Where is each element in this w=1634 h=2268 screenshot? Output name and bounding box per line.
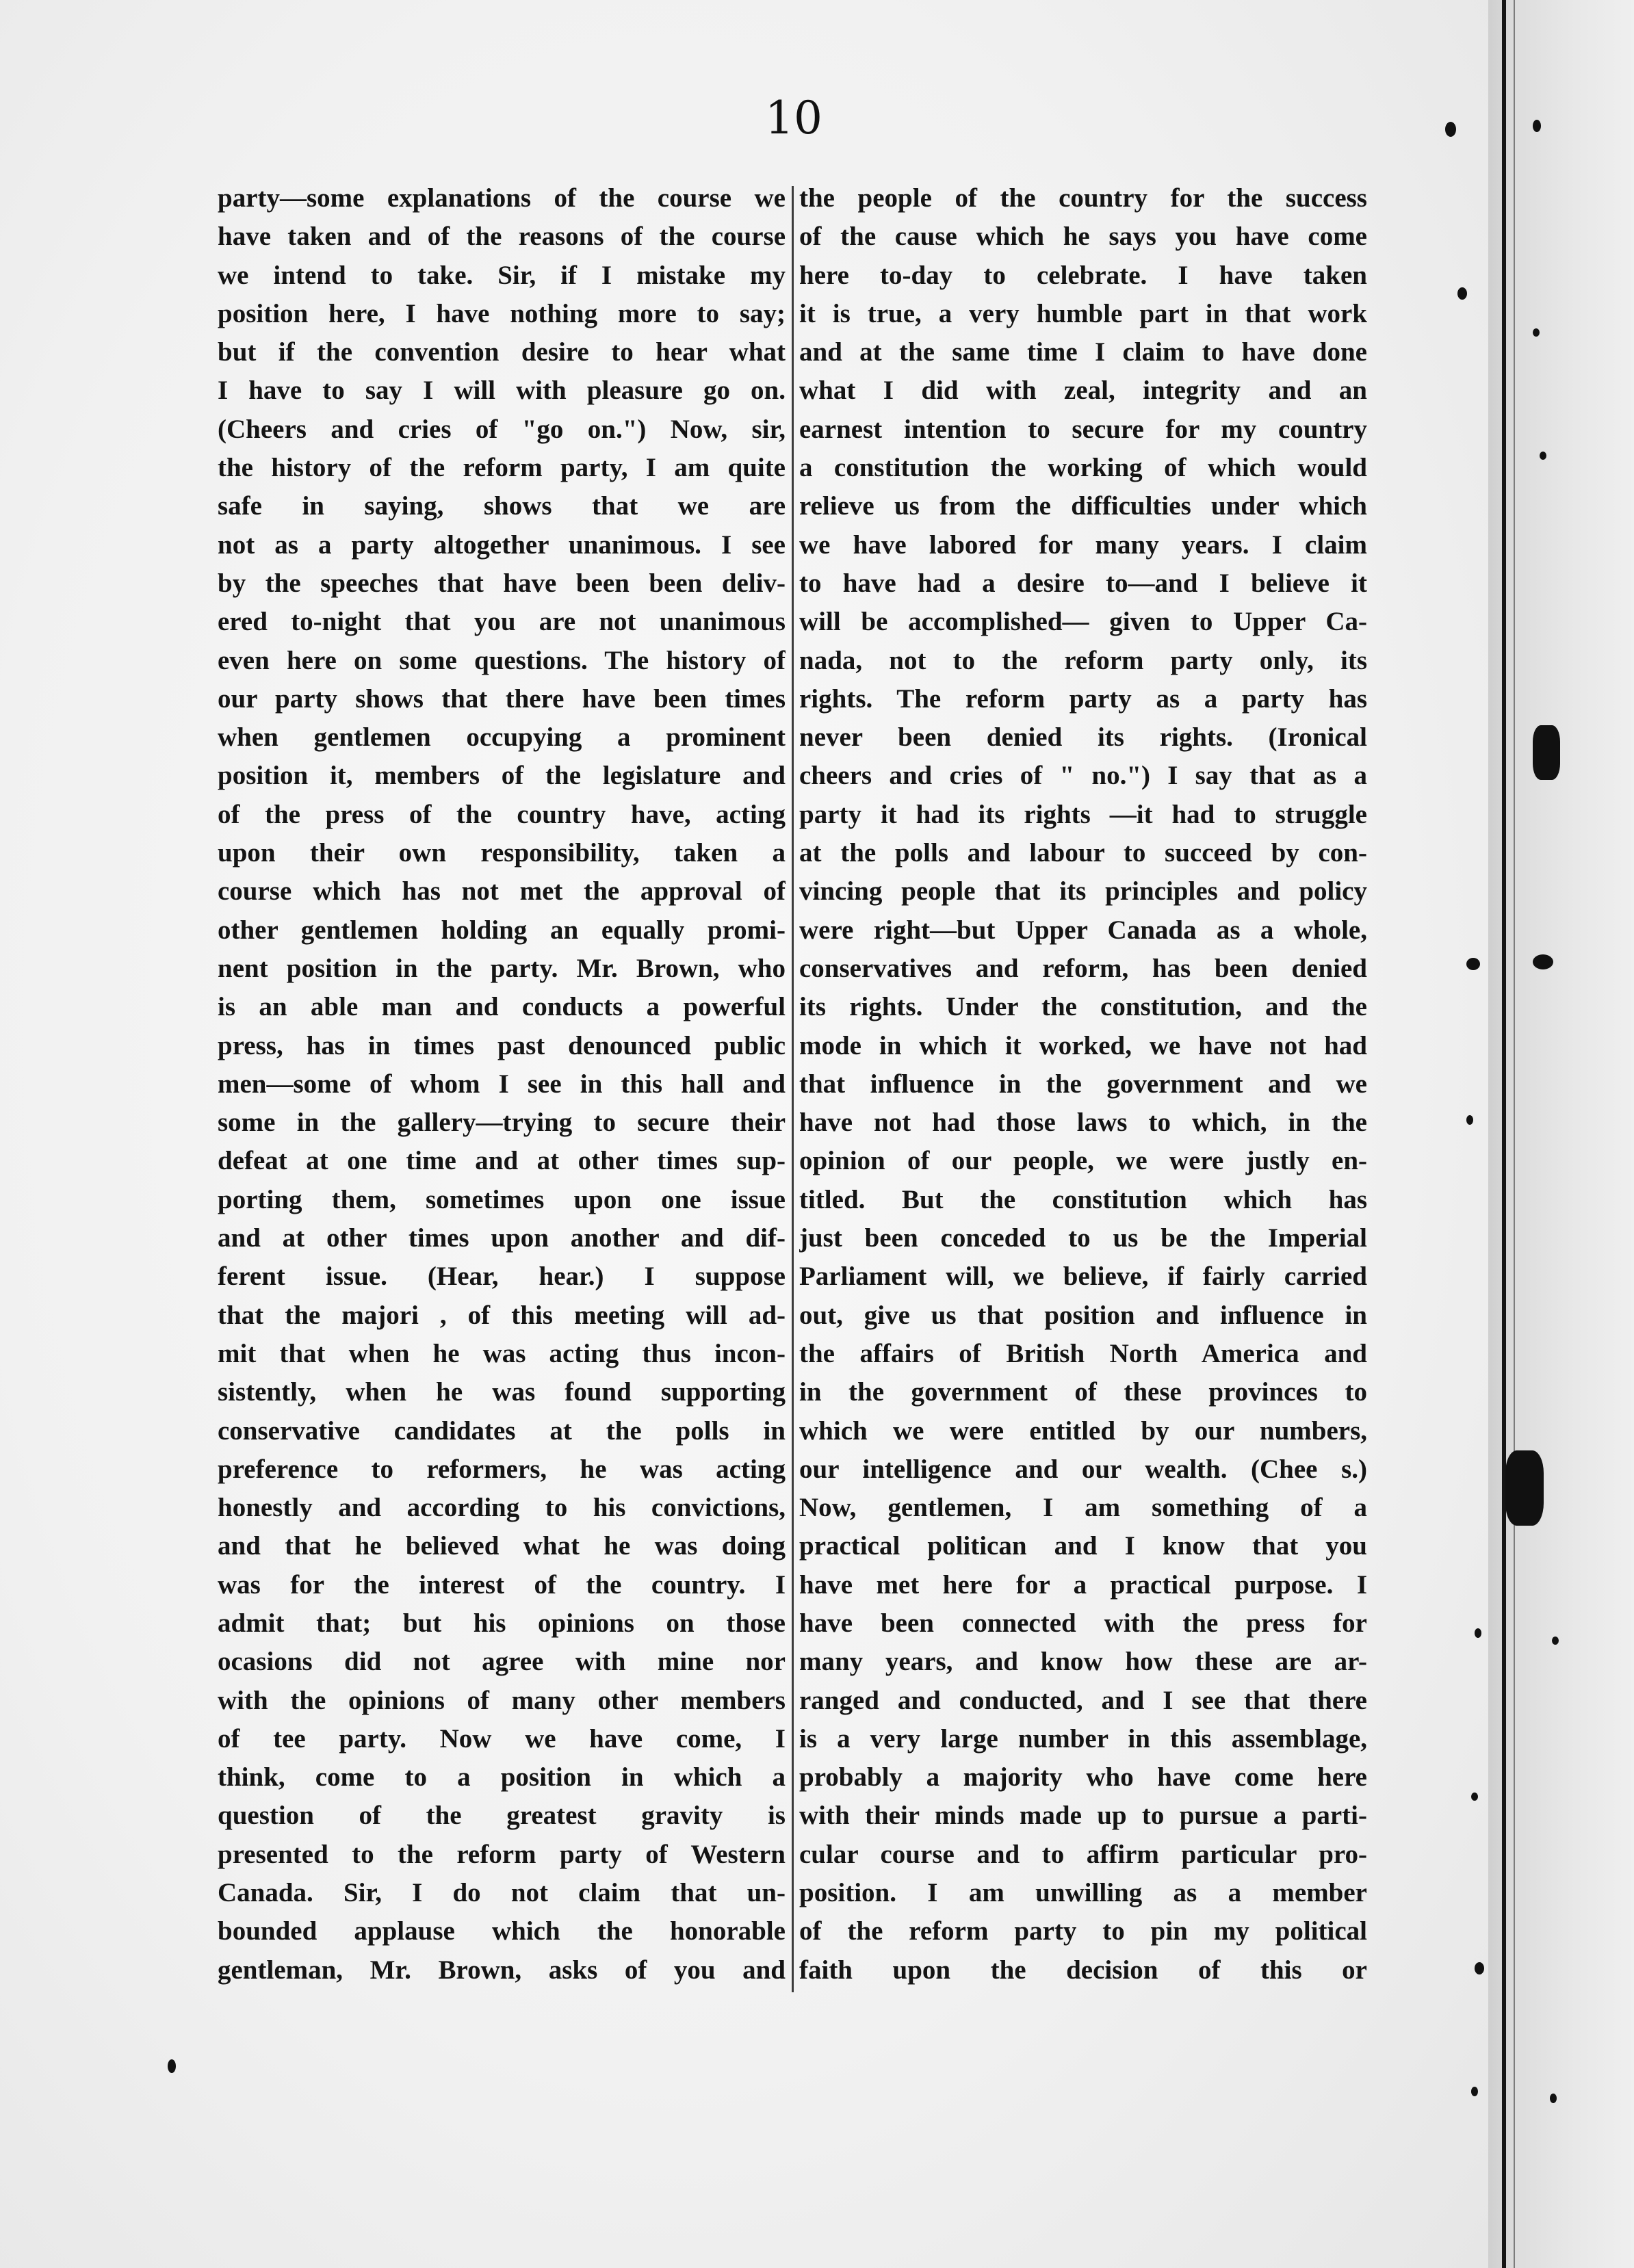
text-line: the history of the reform party, I am quite <box>218 453 786 483</box>
text-line: we have labored for many years. I claim <box>799 530 1367 560</box>
binding-fold-line <box>1502 0 1506 2268</box>
text-line: position. I am unwilling as a member <box>799 1878 1367 1908</box>
text-line: and that he believed what he was doing <box>218 1531 786 1561</box>
text-line: we intend to take. Sir, if I mistake my <box>218 260 786 290</box>
text-line: other gentlemen holding an equally promi- <box>218 915 786 945</box>
text-line: conservatives and reform, has been denied <box>799 953 1367 983</box>
text-line: with their minds made up to pursue a parti- <box>799 1801 1367 1831</box>
text-line: gentleman, Mr. Brown, asks of you and <box>218 1955 786 1985</box>
text-line: and at the same time I claim to have done <box>799 337 1367 367</box>
scan-speck <box>1533 328 1540 337</box>
text-line: is an able man and conducts a powerful <box>218 992 786 1022</box>
text-line: titled. But the constitution which has <box>799 1184 1367 1214</box>
scan-speck <box>1466 1115 1473 1125</box>
text-line: preference to reformers, he was acting <box>218 1454 786 1484</box>
text-line: our intelligence and our wealth. (Chee s.) <box>799 1454 1367 1484</box>
text-line: position here, I have nothing more to say; <box>218 298 786 328</box>
text-line: ered to-night that you are not unanimous <box>218 607 786 637</box>
text-line: porting them, sometimes upon one issue <box>218 1184 786 1214</box>
text-line: our party shows that there have been times <box>218 683 786 714</box>
text-line: but if the convention desire to hear what <box>218 337 786 367</box>
text-line: upon their own responsibility, taken a <box>218 838 786 868</box>
text-line: when gentlemen occupying a prominent <box>218 722 786 753</box>
scan-speck <box>1471 1793 1478 1801</box>
text-line: cheers and cries of " no.") I say that as a <box>799 761 1367 791</box>
text-line: by the speeches that have been been deliv- <box>218 568 786 598</box>
text-line: with the opinions of many other members <box>218 1685 786 1715</box>
scan-speck <box>1457 287 1467 300</box>
text-line: think, come to a position in which a <box>218 1762 786 1793</box>
text-line: sistently, when he was found supporting <box>218 1377 786 1407</box>
scan-speck <box>1533 120 1541 132</box>
text-line: ocasions did not agree with mine nor <box>218 1647 786 1677</box>
text-line: have not had those laws to which, in the <box>799 1108 1367 1138</box>
text-line: that the majori , of this meeting will ad- <box>218 1300 786 1330</box>
text-line: the affairs of British North America and <box>799 1338 1367 1368</box>
text-line: earnest intention to secure for my country <box>799 414 1367 444</box>
text-line: bounded applause which the honorable <box>218 1916 786 1946</box>
text-line: ranged and conducted, and I see that there <box>799 1685 1367 1715</box>
text-line: Canada. Sir, I do not claim that un- <box>218 1878 786 1908</box>
text-line: and at other times upon another and dif- <box>218 1223 786 1253</box>
text-line: of the cause which he says you have come <box>799 222 1367 252</box>
scan-speck <box>1533 725 1560 780</box>
text-line: even here on some questions. The history of <box>218 645 786 675</box>
text-line: nent position in the party. Mr. Brown, who <box>218 953 786 983</box>
text-line: have met here for a practical purpose. I <box>799 1569 1367 1600</box>
scan-speck <box>1475 1962 1484 1974</box>
text-line: safe in saying, shows that we are <box>218 491 786 521</box>
text-line: of the press of the country have, acting <box>218 799 786 829</box>
text-line: defeat at one time and at other times sup- <box>218 1146 786 1176</box>
text-line: cular course and to affirm particular pro- <box>799 1839 1367 1869</box>
binding-shadow-line <box>1514 0 1515 2268</box>
scan-speck <box>1466 958 1480 970</box>
text-line: was for the interest of the country. I <box>218 1569 786 1600</box>
text-line: of the reform party to pin my political <box>799 1916 1367 1946</box>
text-line: some in the gallery—trying to secure their <box>218 1108 786 1138</box>
text-line: never been denied its rights. (Ironical <box>799 722 1367 753</box>
column-divider <box>792 186 794 1992</box>
scan-speck <box>1550 2094 1557 2103</box>
text-column-left <box>218 179 786 1990</box>
text-line: rights. The reform party as a party has <box>799 683 1367 714</box>
text-line: at the polls and labour to succeed by con- <box>799 838 1367 868</box>
scan-speck <box>1533 954 1553 969</box>
text-line: nada, not to the reform party only, its <box>799 645 1367 675</box>
text-line: party it had its rights —it had to struggle <box>799 799 1367 829</box>
text-line: question of the greatest gravity is <box>218 1801 786 1831</box>
text-line: presented to the reform party of Western <box>218 1839 786 1869</box>
text-line: will be accomplished— given to Upper Ca- <box>799 607 1367 637</box>
scan-speck <box>1471 2087 1478 2096</box>
text-line: opinion of our people, we were justly en- <box>799 1146 1367 1176</box>
text-line: were right—but Upper Canada as a whole, <box>799 915 1367 945</box>
text-line: practical politican and I know that you <box>799 1531 1367 1561</box>
page-spine <box>1488 0 1634 2268</box>
scan-speck <box>168 2059 176 2073</box>
text-line: mit that when he was acting thus incon- <box>218 1338 786 1368</box>
scan-speck <box>1505 1450 1544 1526</box>
text-line: have been connected with the press for <box>799 1608 1367 1638</box>
text-line: many years, and know how these are ar- <box>799 1647 1367 1677</box>
text-line: is a very large number in this assemblage, <box>799 1723 1367 1754</box>
text-line: admit that; but his opinions on those <box>218 1608 786 1638</box>
text-line: ferent issue. (Hear, hear.) I suppose <box>218 1262 786 1292</box>
text-line: just been conceded to us be the Imperial <box>799 1223 1367 1253</box>
text-line: probably a majority who have come here <box>799 1762 1367 1793</box>
text-line: here to-day to celebrate. I have taken <box>799 260 1367 290</box>
text-line: a constitution the working of which would <box>799 453 1367 483</box>
text-line: the people of the country for the success <box>799 183 1367 213</box>
text-line: (Cheers and cries of "go on.") Now, sir, <box>218 414 786 444</box>
text-column-right <box>799 179 1367 1990</box>
text-line: it is true, a very humble part in that work <box>799 298 1367 328</box>
text-line: have taken and of the reasons of the course <box>218 222 786 252</box>
scan-speck <box>1540 452 1546 460</box>
text-line: its rights. Under the constitution, and the <box>799 992 1367 1022</box>
text-line: conservative candidates at the polls in <box>218 1416 786 1446</box>
text-line: that influence in the government and we <box>799 1069 1367 1099</box>
text-line: press, has in times past denounced public <box>218 1030 786 1060</box>
text-line: relieve us from the difficulties under which <box>799 491 1367 521</box>
text-line: I have to say I will with pleasure go on. <box>218 376 786 406</box>
text-line: mode in which it worked, we have not had <box>799 1030 1367 1060</box>
text-line: what I did with zeal, integrity and an <box>799 376 1367 406</box>
text-line: vincing people that its principles and policy <box>799 876 1367 907</box>
text-line: position it, members of the legislature and <box>218 761 786 791</box>
text-line: Parliament will, we believe, if fairly carried <box>799 1262 1367 1292</box>
text-line: of tee party. Now we have come, I <box>218 1723 786 1754</box>
text-line: to have had a desire to—and I believe it <box>799 568 1367 598</box>
text-line: faith upon the decision of this or <box>799 1955 1367 1985</box>
text-line: Now, gentlemen, I am something of a <box>799 1493 1367 1523</box>
text-line: party—some explanations of the course we <box>218 183 786 213</box>
scan-speck <box>1445 122 1456 137</box>
text-line: in the government of these provinces to <box>799 1377 1367 1407</box>
text-line: course which has not met the approval of <box>218 876 786 907</box>
text-line: honestly and according to his convictions, <box>218 1493 786 1523</box>
text-line: not as a party altogether unanimous. I see <box>218 530 786 560</box>
scan-speck <box>1552 1637 1559 1645</box>
scan-speck <box>1475 1628 1481 1638</box>
text-line: out, give us that position and influence in <box>799 1300 1367 1330</box>
text-line: men—some of whom I see in this hall and <box>218 1069 786 1099</box>
page-number: 10 <box>765 92 822 144</box>
text-line: which we were entitled by our numbers, <box>799 1416 1367 1446</box>
